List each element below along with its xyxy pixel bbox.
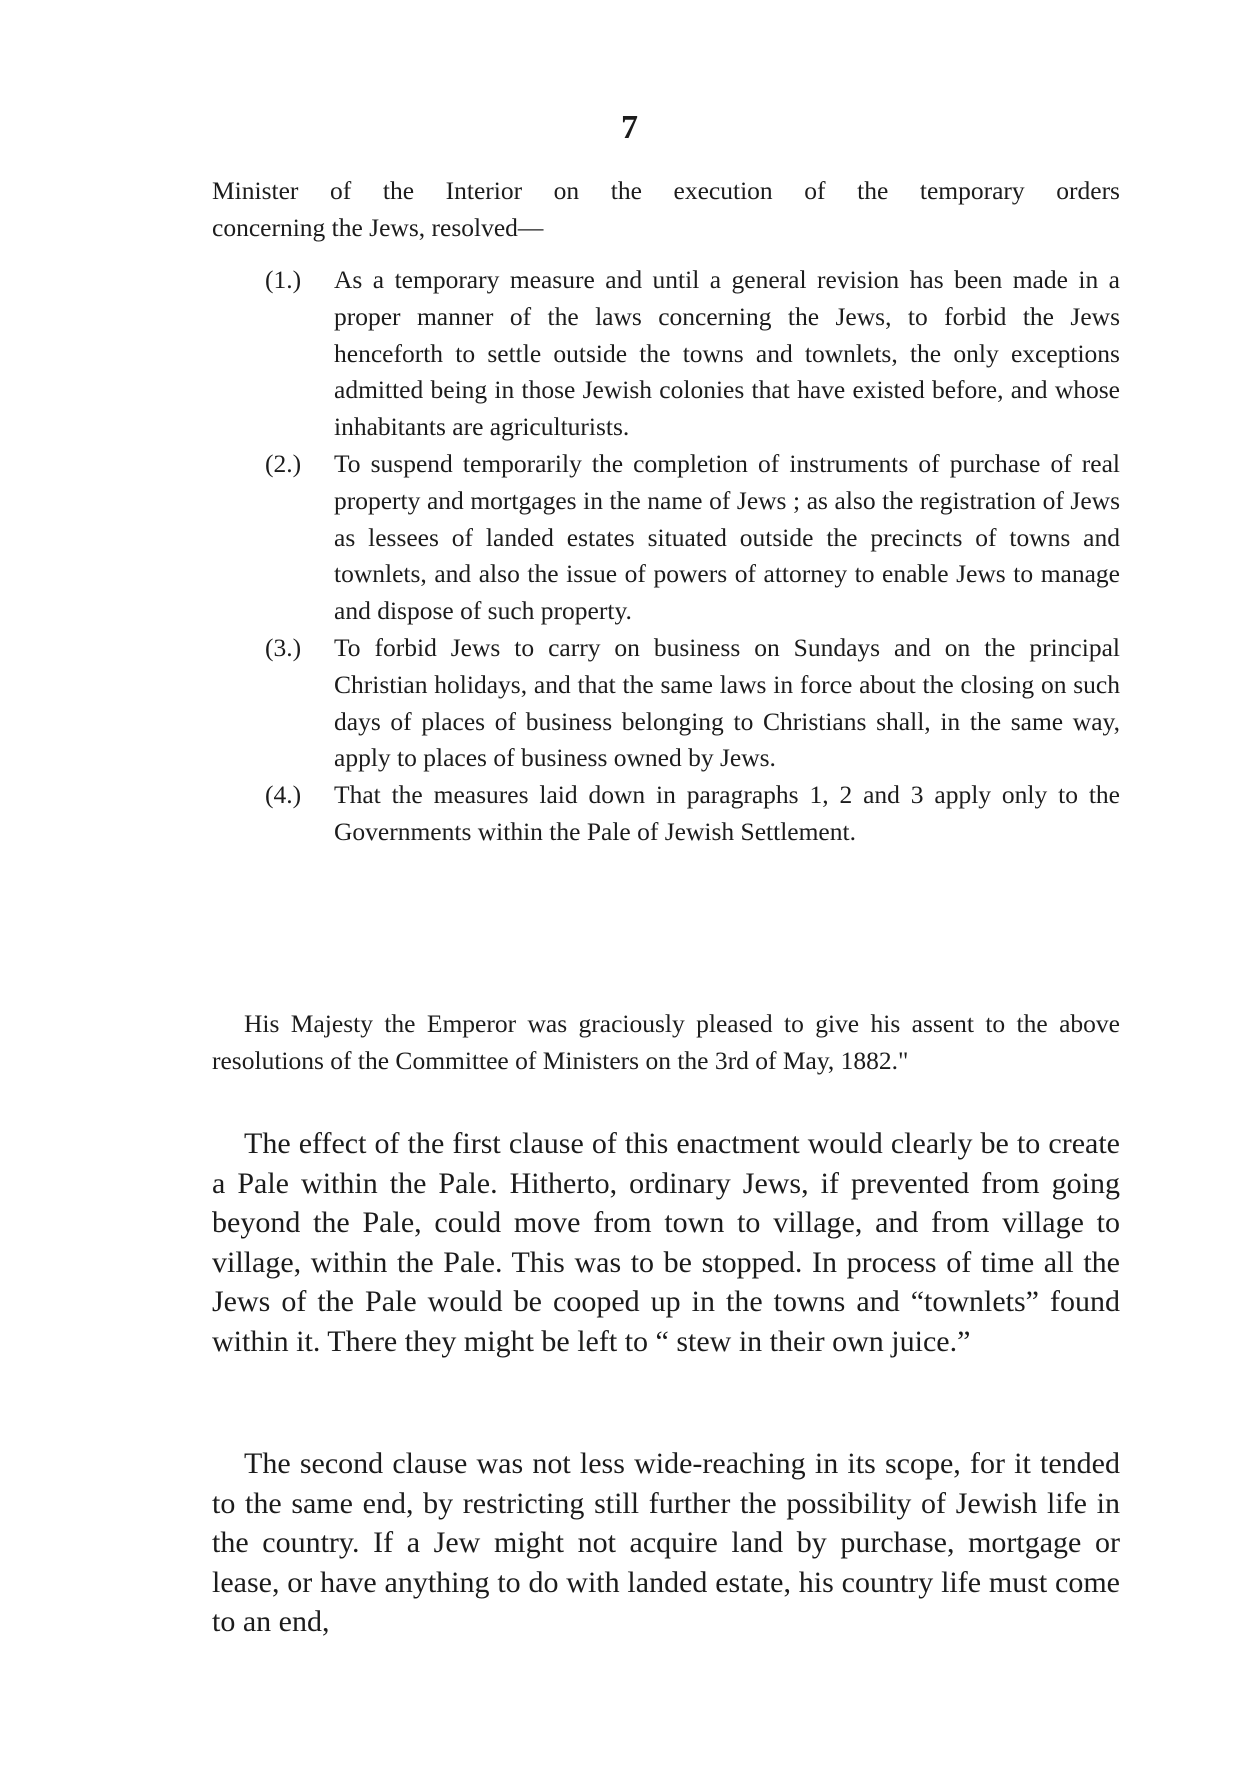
intro-line-2: concerning the Jews, resolved— (212, 212, 544, 242)
resolution-text: As a temporary measure and until a general revision has been made in a proper manner of the laws concerning the Jews, to forbid the Jews henceforth to settle outside the towns and townlets, the only exceptions admitted being in those Jewish colonies that have existed before, and whose inhabitants are agriculturists. (334, 265, 1120, 442)
resolution-item (265, 777, 1120, 851)
body-paragraph-1: The effect of the first clause of this enactment would clearly be to create a Pale within the Pale. Hitherto, ordinary Jews, if prevented from going beyond the Pale, could move from town to village, and from village to village, within the Pale. This was to be stopped. In process of time all the Jews of the Pale would be cooped up in the towns and “townlets” found within it. There they might be left to “ stew in their own juice.” (212, 1127, 1120, 1358)
resolution-item (265, 446, 1120, 630)
intro-text (212, 173, 1120, 247)
assent-paragraph: His Majesty the Emperor was graciously pleased to give his assent to the above resolutions of the Committee of Ministers on the 3rd of May, 1882." (212, 1009, 1120, 1075)
resolution-number: (4.) (265, 780, 302, 810)
resolution-text: To suspend temporarily the completion of instruments of purchase of real property and mortgages in the name of Jews ; as also the registration of Jews as lessees of landed estates situated outside the precincts of towns and townlets, and also the issue of powers of attorney to enable Jews to manage and dispose of such property. (334, 448, 1120, 626)
resolution-text: To forbid Jews to carry on business on Sundays and on the principal Christian holidays, and that the same laws in force about the closing on such days of places of business belonging to Christians shall, in the same way, apply to places of business owned by Jews. (334, 632, 1120, 773)
resolution-item (265, 630, 1120, 777)
body-paragraph-2: The second clause was not less wide-reaching in its scope, for it tended to the same end, by restricting still further the possibility of Jewish life in the country. If a Jew might not acquire land by purchase, mortgage or lease, or have anything to do with landed estate, his country life must come to an end, (212, 1447, 1120, 1638)
resolution-number: (2.) (265, 448, 302, 478)
resolution-number: (3.) (265, 632, 302, 662)
resolution-item (265, 262, 1120, 446)
intro-line-1: Minister of the Interior on the execution of the temporary orders (212, 176, 1120, 205)
page-number: 7 (621, 109, 638, 146)
resolutions-list (265, 262, 1120, 851)
resolution-number: (1.) (265, 265, 302, 294)
resolution-text: That the measures laid down in paragraphs 1, 2 and 3 apply only to the Governments within the Pale of Jewish Settlement. (334, 780, 1120, 846)
